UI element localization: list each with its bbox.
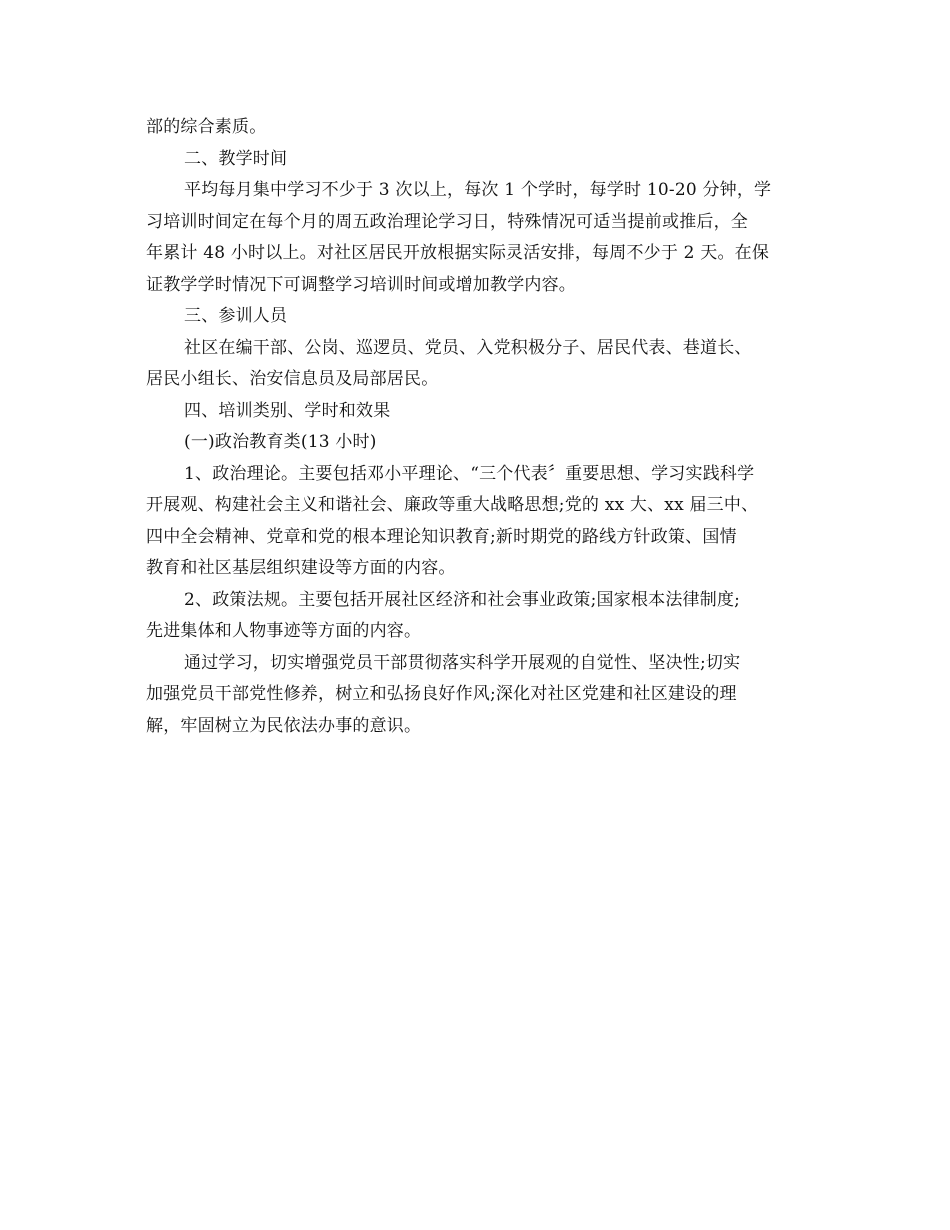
text-line-12: 开展观、构建社会主义和谐社会、廉政等重大战略思想;党的 xx 大、xx 届三中、 [146,495,759,515]
section-heading-participants: 三、参训人员 [184,306,288,326]
text-line-2: 平均每月集中学习不少于 3 次以上，每次 1 个学时，每学时 10-20 分钟，学 [184,180,772,200]
text-line-18: 加强党员干部党性修养，树立和弘扬良好作风;深化对社区党建和社区建设的理 [146,684,737,704]
text-line-8: 居民小组长、治安信息员及局部居民。 [146,369,439,389]
text-line-13: 四中全会精神、党章和党的根本理论知识教育;新时期党的路线方针政策、国情 [146,526,737,547]
text-line-7: 社区在编干部、公岗、巡逻员、党员、入党积极分子、居民代表、巷道长、 [184,337,752,358]
section-heading-teaching-time: 二、教学时间 [184,148,288,169]
text-line-15: 2、政策法规。主要包括开展社区经济和社会事业政策;国家根本法律制度; [184,589,741,610]
text-line-17: 通过学习，切实增强党员干部贯彻落实科学开展观的自觉性、坚决性;切实 [184,652,741,673]
text-line-5: 证教学学时情况下可调整学习培训时间或增加教学内容。 [146,274,576,295]
section-heading-training-categories: 四、培训类别、学时和效果 [184,400,391,421]
text-line-3: 习培训时间定在每个月的周五政治理论学习日，特殊情况可适当提前或推后，全 [146,211,748,232]
text-line-0: 部的综合素质。 [146,117,267,137]
text-line-19: 解，牢固树立为民依法办事的意识。 [146,715,422,736]
text-line-11: 1、政治理论。主要包括邓小平理论、“三个代表〞重要思想、学习实践科学 [184,463,755,484]
text-line-14: 教育和社区基层组织建设等方面的内容。 [146,558,456,578]
document-body [146,112,806,742]
text-line-16: 先进集体和人物事迹等方面的内容。 [146,621,422,641]
subsection-heading-political-education: (一)政治教育类(13 小时) [184,432,377,452]
text-line-4: 年累计 48 小时以上。对社区居民开放根据实际灵活安排，每周不少于 2 天。在保 [146,243,770,263]
